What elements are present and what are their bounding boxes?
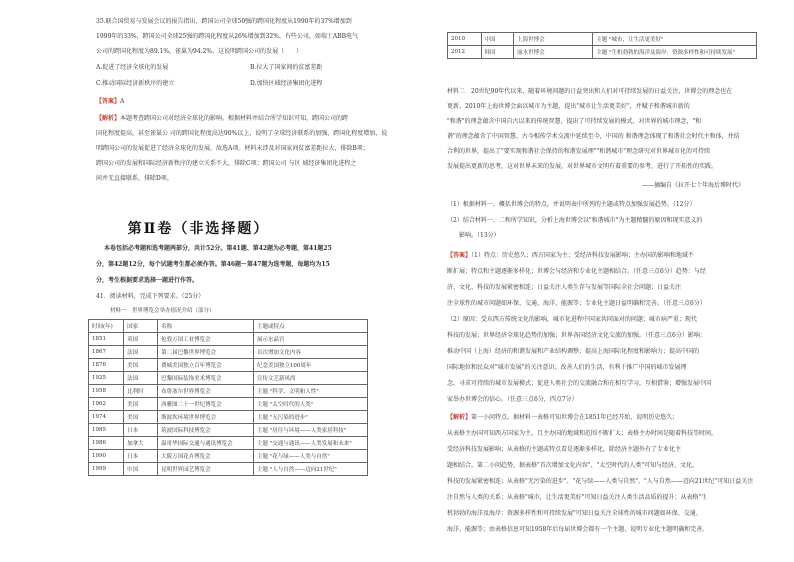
table-cell: 宣传文艺新风尚 — [253, 372, 367, 385]
q35-stem-line: 公司的跨国化程度为89.1%，雀巢为94.2%。这说明跨国公司的发展（ ） — [96, 48, 303, 55]
table-row — [89, 359, 368, 372]
analysis-label: 【解析】 — [96, 115, 121, 122]
table-cell: 1925 — [89, 372, 124, 385]
table-cell: 斯波坎环境世界博览会 — [158, 411, 254, 424]
table-cell: 筑波国际科技博览会 — [158, 424, 254, 437]
table-cell: 主题 "人与自然——迈向21世纪" — [253, 463, 367, 476]
table-cell: 1851 — [89, 333, 124, 346]
analysis-line: 受经济科技发展影响；从表格的主题或特点看是逐渐多样化，除经济主题外有了专业化主 — [447, 446, 682, 453]
answer-line: 注全球性的城市问题如环保、交通、海洋、能源等；专业化主题日益明确和完善。（任意三点6分） — [447, 300, 706, 307]
analysis-line: 国化程度提高，甚至雀巢公 司的跨国化程度高达90%以上，说明了全球经济联系的加强，跨国化程度增加，说 — [96, 130, 388, 137]
answer-text: （1）特点：历史悠久；西方国家为主；受经济科技发展影响；主办国的影响和地域不 — [471, 252, 694, 259]
answer-label: 【答案】 — [447, 252, 472, 259]
q35-option-a: A.促进了经济全球化的发展 — [96, 64, 169, 71]
answer-value: A — [120, 98, 125, 105]
table-cell: 西雅图二十一世纪博览会 — [158, 398, 254, 411]
table-row — [89, 346, 368, 359]
q35-analysis — [96, 113, 348, 124]
material2-line: 谐"的理念蕴含了中国智慧。古今相传学术交流中延续至今，中国的 和谐理念体现了和谐社会时代主和体，并结 — [447, 133, 740, 140]
table-row — [89, 450, 368, 463]
table-cell: 第二届巴黎世界博览会 — [158, 346, 254, 359]
table-cell: 纪念美国独立100周年 — [253, 359, 367, 372]
table-row — [448, 46, 757, 59]
table-cell: 上海世博会 — [514, 33, 593, 46]
answer-line: 断扩展；特点和主题逐渐多样化；世博会与经济和专业化主题相结合。（任意三点6分）趋势：与经 — [447, 268, 706, 275]
table-cell: 加拿大 — [124, 437, 158, 450]
q41-stem: 41．阅读材料，完成下列要求。（25分） — [96, 293, 205, 300]
question-1: （1）根据材料一，概括世博会的特点，并说明表中所列的主题或特点加强发展趋势。（12分） — [447, 201, 696, 208]
table-cell: 1876 — [89, 359, 124, 372]
table-cell: 大阪万国花卉博览会 — [158, 450, 254, 463]
q35-option-c: C.推动国际经济新秩序的建立 — [96, 80, 175, 87]
table-cell: 中国 — [481, 33, 514, 46]
table-cell: 展示水晶宫 — [253, 333, 367, 346]
table-cell: 主题 "城市，让生活更美好" — [593, 33, 757, 46]
table-cell: 主题 "居住与环境——人类家居科技" — [253, 424, 367, 437]
analysis-line: 注自然与人类的关系；从表格"城市，让生活更美好"可知日益关注人类生活品质的提升；从表格"生 — [447, 494, 708, 501]
answer-line: 念，寻求可持续的城市发展模式；促进人类社会的交流融合和在相互学习，互相借鉴；增强发展中国 — [447, 380, 712, 387]
table-row — [89, 463, 368, 476]
table-cell: 2012 — [448, 46, 482, 59]
table-cell: 中国 — [124, 463, 158, 476]
table-cell: 1985 — [89, 424, 124, 437]
material2-line: 材料二 20世纪90年代以来，随着环境问题的日益突出和人们对可持续发展的日益关注，世博会的理念也在 — [447, 88, 733, 95]
material1-title: 材料一 世界博览会举办情况介绍（部分） — [110, 308, 215, 314]
table-cell: 主题 "交通与通讯——人类发展和未来" — [253, 437, 367, 450]
answer-line: 济、文化、科技的发展紧密相连；日益关注人类生存与发展等国际全社会问题；日益关注 — [447, 284, 682, 291]
table-header-row — [89, 320, 368, 333]
analysis-line: 间并无直接联系，排除D项。 — [96, 175, 173, 182]
analysis-label: 【解析】 — [447, 414, 472, 421]
analysis-text: 第一小问特点，据材料一表格可知世博会在1851年已经开始，说明历史悠久； — [471, 414, 679, 421]
table-cell: 美国 — [124, 411, 158, 424]
table-cell: 昆明世界园艺博览会 — [158, 463, 254, 476]
table-cell: 美国 — [124, 398, 158, 411]
question-2: （2）结合材料一、二和所学知识，分析上海世博会以"和谐城市"为主题精髓的原因和现实意义的 — [447, 217, 703, 224]
instructions-line: 本卷包括必考题和选考题两部分，共计52分。第41题、第42题为必考题，第41题25 — [104, 245, 332, 252]
table-cell: 费城美国独立百年博览会 — [158, 359, 254, 372]
right-page — [397, 0, 794, 562]
answer-label: 【答案】 — [96, 98, 121, 105]
table-header-cell: 时间(年) — [89, 320, 124, 333]
material2-line: 发展提出更新的思考，这对世界未来的发展，对世界城市文明有着重要的参考，进行了开拓性的实践。 — [447, 163, 718, 170]
table-cell: 1999 — [89, 463, 124, 476]
table-cell: 韩国 — [481, 46, 514, 59]
section-title: 第Ⅱ卷（非选择题） — [127, 221, 270, 237]
table-cell: 1986 — [89, 437, 124, 450]
answer-line: （2）原因：受东西方传统文化的影响，城市化进程中国家共同面对的问题；城市病严重；现代 — [447, 316, 697, 323]
table-header-cell: 国家 — [124, 320, 158, 333]
table-row — [89, 385, 368, 398]
analysis-line: 从表格主办国可知西方国家为主，且主办国的地域和范围不断扩大；表格主办时间是随着科技等时间， — [447, 430, 718, 437]
table-row — [89, 411, 368, 424]
analysis-line: 海洋、能源等；由表格信息可知1958年后每届世博会都有一个主题，说明专业化主题明确和完善。 — [447, 526, 709, 533]
analysis-line: 题相结合。第二小问趋势，据表格"首次增加文化内容"、"太空时代的人类"可知与经济、文化、 — [447, 462, 699, 469]
table-cell: 主题 "科学、文明和人性" — [253, 385, 367, 398]
table-cell: 主题 "太空时代的人类" — [253, 398, 367, 411]
analysis-line: 明跨国公司的发展促进了经济全球化的发展，故选A项。材料未涉及对国家间贫富差距拉大，排除B项； — [96, 145, 369, 152]
table-cell: 丽水世博会 — [514, 46, 593, 59]
table-cell: 巴黎国际装饰美术博览会 — [158, 372, 254, 385]
table-row — [89, 398, 368, 411]
question-2-cont: 影响。（13分） — [459, 232, 500, 239]
table-cell: 布鲁塞尔世界博览会 — [158, 385, 254, 398]
table-cell: 1974 — [89, 411, 124, 424]
instructions-line: 分，考生根据要求选择一题进行作答。 — [96, 277, 199, 284]
analysis-line: 本题考查跨国公司对经济全球化的影响。根据材料并结合所学知识可知，跨国公司的跨 — [120, 115, 349, 122]
analysis-line: 跨国公司的发展和国际经济新秩序的建立关系不大，排除C项；跨国公司 与区 域经济集团化进程之 — [96, 160, 357, 167]
table-cell: 主题 "花与绿——人类与自然" — [253, 450, 367, 463]
analysis-line: 科技的发展紧密相连；从表格"无污染的进步"、"花与绿——人类与自然"、"人与自然——迈向21世纪"可知日益关注 — [447, 478, 754, 485]
table-cell: 首次增加文化内容 — [253, 346, 367, 359]
table-cell: 法国 — [124, 372, 158, 385]
instructions-line: 分，第42题12分，每个试题考生都必须作答。第46题～第47题为选考题，每题均为15 — [96, 261, 330, 268]
table-row — [89, 424, 368, 437]
table-cell: 1962 — [89, 398, 124, 411]
table-cell: 主题 "无污染的进步" — [253, 411, 367, 424]
table-header-cell: 主题或特点 — [253, 320, 367, 333]
table-header-cell: 名称 — [158, 320, 254, 333]
table-cell: 温哥华国际交通与通讯博览会 — [158, 437, 254, 450]
q35-option-d: D.加快区域经济集团化进程 — [250, 80, 323, 87]
q35-option-b: B.拉大了国家间的贫富差距 — [250, 64, 323, 71]
answer-line: 推动中国（上海）经济的和谐发展和产业结构调整；提高上海国际化程度和影响力；提高中国的 — [447, 348, 700, 355]
answer-line: 科技的发展；世界经济全球化趋势的加强；世界各国经济文化交流的加强。（任意三点6分）影响： — [447, 332, 706, 339]
table-row — [89, 437, 368, 450]
expo-table-continued — [447, 32, 757, 59]
q35-answer — [96, 96, 124, 107]
table-cell: 美国 — [124, 359, 158, 372]
material2-line: 合利的世界，提出了"要实现和谐社会保持的和谐发展理""和谐城市"理念研究对世界城市化的可持续 — [447, 148, 711, 155]
source-citation: ——摘编自《拉开七十年海后博时代》 — [642, 182, 745, 189]
table-cell: 1990 — [89, 450, 124, 463]
table-cell: 1958 — [89, 385, 124, 398]
q35-stem-line: 1999年的33%，跨国公司全球25强的跨国化程度从26%增加到32%。有些公司，如瑞士ABB电气 — [96, 33, 359, 40]
table-cell: 日本 — [124, 424, 158, 437]
analysis-line: 机勃勃的海洋及海岸：资源多样性和可持续发展"可知日益关注全球性的城市问题如环保、交通、 — [447, 510, 702, 517]
table-row — [448, 33, 757, 46]
table-cell: 2010 — [448, 33, 482, 46]
table-cell: 日本 — [124, 450, 158, 463]
table-row — [89, 333, 368, 346]
table-cell: 比利时 — [124, 385, 158, 398]
table-row — [89, 372, 368, 385]
table-cell: 伦敦万国工业博览会 — [158, 333, 254, 346]
answer-line: 家举办世博会的信心。（任意三点6分，四点7分） — [447, 396, 578, 403]
table-cell: 法国 — [124, 346, 158, 359]
table-cell: 英国 — [124, 333, 158, 346]
expo-table — [88, 319, 368, 476]
table-cell: 1867 — [89, 346, 124, 359]
q35-stem-line: 35.联合国贸易与发展会议的报告指出，跨国公司全球50强的跨国化程度从1990年的37%增加到 — [96, 18, 352, 25]
material2-line: "和谐"的理念蕴含中国自古以来的传统智慧，提出了可持续发展的模式，对世界的城市理念，"和 — [447, 118, 702, 125]
material2-line: 更新。2010年上海世博会面以城市为主题，提出"城市让生活更美好"，并赋予和谐城市新的 — [447, 103, 690, 110]
analysis-line — [447, 412, 678, 423]
answer-line: 国际地位和民众对"城市发展"的关注意识；改善人们的生活，有利于推广中国的城市发展理 — [447, 364, 687, 371]
answer-line — [447, 250, 694, 261]
table-cell: 主题 "生机勃勃的海洋及海岸：资源多样性和可持续发展" — [593, 46, 757, 59]
